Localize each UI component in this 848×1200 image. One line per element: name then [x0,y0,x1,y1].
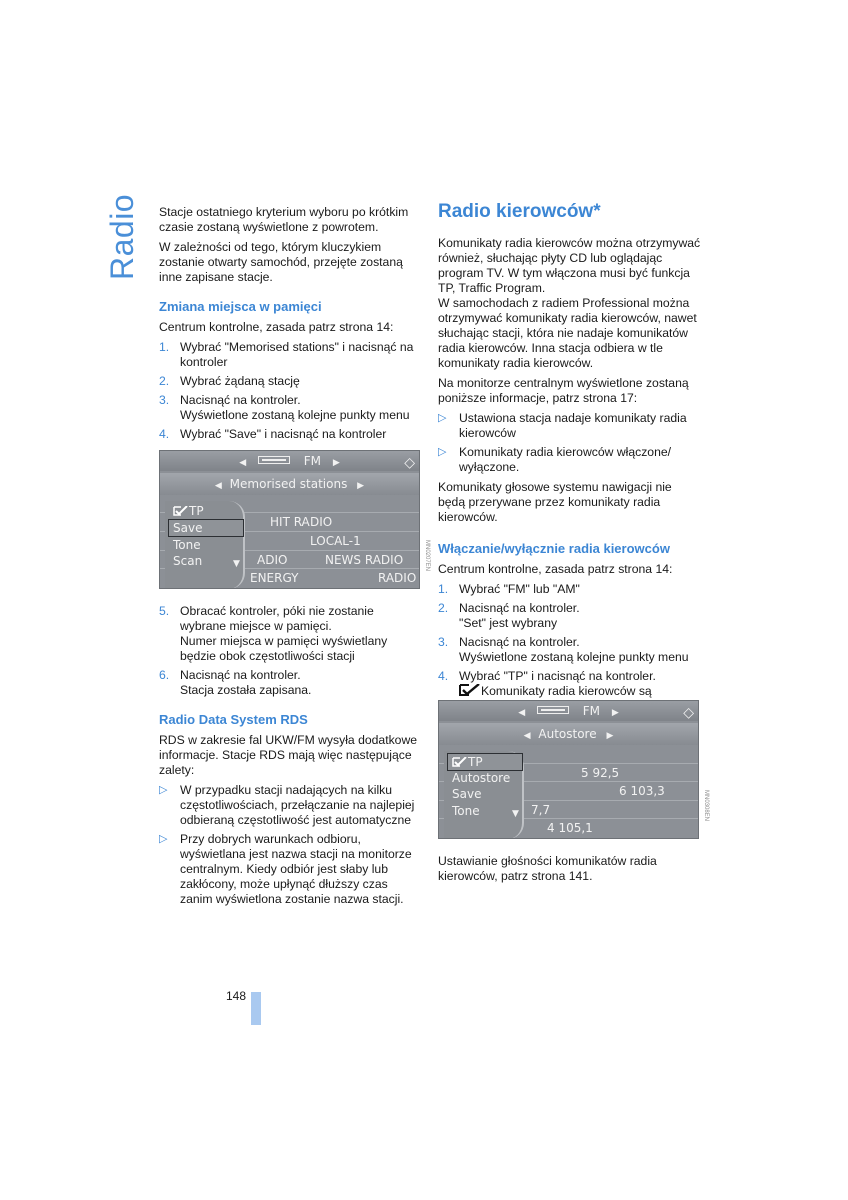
station-row: ENERGY RADIO [160,568,419,587]
left-column-continued [159,604,421,912]
right-column [438,200,702,719]
list-item: 4. Wybrać "TP" i nacisnąć na kontroler. Komunikaty radia kierowców są [438,669,656,698]
figure-code: MN0308EN [703,790,709,822]
chevron-right-icon: ▶ [332,458,340,468]
menu-item-tone[interactable]: Tone [173,538,201,552]
chapter-title: Radio [104,193,140,280]
chevron-right-icon: ▶ [357,481,365,491]
chevron-left-icon: ◀ [239,458,247,468]
submenu-label: Memorised stations [229,477,348,491]
volume-note: Ustawianie głośności komunikatów radia kierowców, patrz strona 141. [438,854,657,883]
chevron-right-icon: ▶ [611,708,619,718]
menu-item-save[interactable]: Save [452,787,482,801]
submenu-label: Autostore [538,727,597,741]
diamond-nav-icon: ◇ [683,705,694,721]
rds-bullet-list [159,783,421,907]
station-row: HIT RA DIO [160,512,419,531]
steps-list-c [438,582,702,714]
list-item: 1. Wybrać "FM" lub "AM" [438,582,580,596]
list-item: ▷ Komunikaty radia kierowców włączone/ wyłączone. [438,445,672,474]
band-bar [160,451,419,471]
page-marker-bar [251,992,261,1025]
list-item: ▷ Przy dobrych warunkach odbioru, wyświetlana jest nazwa stacji na monitorze centralnym. Kiedy odbiór jest słaby lub zakłócony, może upłynąć dłuższy czas zanim wyświetlona zostanie nazwa stacji. [159,832,412,906]
paragraph-3: Na monitorze centralnym wyświetlone zostaną poniższe informacje, patrz strona 17: [438,376,689,405]
scroll-down-icon: ▼ [512,809,519,819]
list-item: ▷ W przypadku stacji nadających na kilku częstotliwościach, przełączanie na najlepiej odbieraną częstotliwość jest automatyczne [159,783,415,827]
menu-item-save[interactable]: Save [168,519,244,537]
paragraph-4: Komunikaty głosowe systemu nawigacji nie będą przerywane przez komunikaty radia kierowców. [438,480,672,524]
chevron-left-icon: ◀ [214,481,222,491]
station-row: LOCAL-1 [160,531,419,550]
list-item: 3. Nacisnąć na kontroler. Wyświetlone zostaną kolejne punkty menu [159,393,410,422]
station-row: 4 105,1 [439,818,698,837]
radio-icon [537,706,569,714]
menu-item-scan[interactable]: Scan [173,554,203,568]
band-label: FM [582,704,601,718]
menu-item-tone[interactable]: Tone [452,804,480,818]
paragraph-1: Komunikaty radia kierowców można otrzymywać również, słuchając płyty CD lub oglądając program TV. W tym włączona musi być funkcja TP, Traffic Program. [438,236,701,295]
bullet-triangle-icon: ▷ [159,784,168,796]
right-column-footer [438,854,702,889]
context-menu [444,751,524,839]
idrive-screen-autostore [438,700,699,839]
intro-paragraph-2: W zależności od tego, którym kluczykiem zostanie otwarty samochód, przejęte zostaną inne zapisane stacje. [159,240,403,284]
section-title: Radio kierowców* [438,201,601,222]
check-icon [173,506,189,516]
bullet-triangle-icon: ▷ [438,412,447,424]
steps-list-b [159,604,421,698]
control-center-reference: Centrum kontrolne, zasada patrz strona 14: [159,320,394,334]
chapter-side-tab [104,193,140,285]
intro-paragraph-1: Stacje ostatniego kryterium wyboru po krótkim czasie zostaną wyświetlone z powrotem. [159,205,409,234]
chevron-left-icon: ◀ [523,731,531,741]
menu-item-tp[interactable]: TP [173,503,204,519]
steps-list-a [159,340,421,442]
chevron-right-icon: ▶ [606,731,614,741]
bullet-triangle-icon: ▷ [438,446,447,458]
band-bar [439,701,698,721]
list-item: 2. Wybrać żądaną stację [159,374,300,388]
station-row: 5 92,5 [439,763,698,782]
list-item: 6. Nacisnąć na kontroler. Stacja została zapisana. [159,668,312,697]
heading-toggle: Włączanie/wyłącznie radia kierowców [438,541,670,556]
paragraph-2: W samochodach z radiem Professional można otrzymywać komunikaty radia kierowców, nawet słuchając stacji, która nie nadaje komunikatów radia kierowców. Inna stacja odbiera w tle komunikaty radia kierowców. [438,296,697,370]
list-item: 1. Wybrać "Memorised stations" i nacisnąć na kontroler [159,340,414,369]
idrive-screen-memorised [159,450,420,589]
diamond-nav-icon: ◇ [404,455,415,471]
menu-item-tp[interactable]: TP [447,753,523,771]
band-label: FM [303,454,322,468]
radio-icon [258,456,290,464]
heading-rds: Radio Data System RDS [159,712,308,727]
info-bullet-list [438,411,702,475]
station-row: ADIO NEWS RADIO [160,550,419,569]
chevron-left-icon: ◀ [518,708,526,718]
submenu-bar [439,723,698,745]
list-item: 2. Nacisnąć na kontroler. "Set" jest wybrany [438,601,580,630]
figure-code: MN0207EN [424,540,430,572]
bullet-triangle-icon: ▷ [159,833,168,845]
check-icon [452,757,468,767]
list-item: 4. Wybrać "Save" i nacisnąć na kontroler [159,427,387,441]
submenu-bar [160,473,419,495]
page-number: 148 [226,989,247,1003]
heading-memory-change: Zmiana miejsca w pamięci [159,299,322,314]
check-icon [459,684,481,696]
list-item: 5. Obracać kontroler, póki nie zostanie wybrane miejsce w pamięci. Numer miejsca w pamięci wyświetlany będzie obok częstotliwości stacji [159,604,388,663]
left-column [159,205,421,447]
rds-intro: RDS w zakresie fal UKW/FM wysyła dodatkowe informacje. Stacje RDS mają więc następujące zalety: [159,733,418,777]
station-row: 6 103,3 [439,781,698,800]
context-menu [165,501,245,589]
control-center-reference: Centrum kontrolne, zasada patrz strona 14: [438,562,673,576]
station-row: 7,7 [439,800,698,819]
scroll-down-icon: ▼ [233,559,240,569]
menu-item-autostore[interactable]: Autostore [452,771,511,785]
list-item: ▷ Ustawiona stacja nadaje komunikaty radia kierowców [438,411,687,440]
list-item: 3. Nacisnąć na kontroler. Wyświetlone zostaną kolejne punkty menu [438,635,689,664]
